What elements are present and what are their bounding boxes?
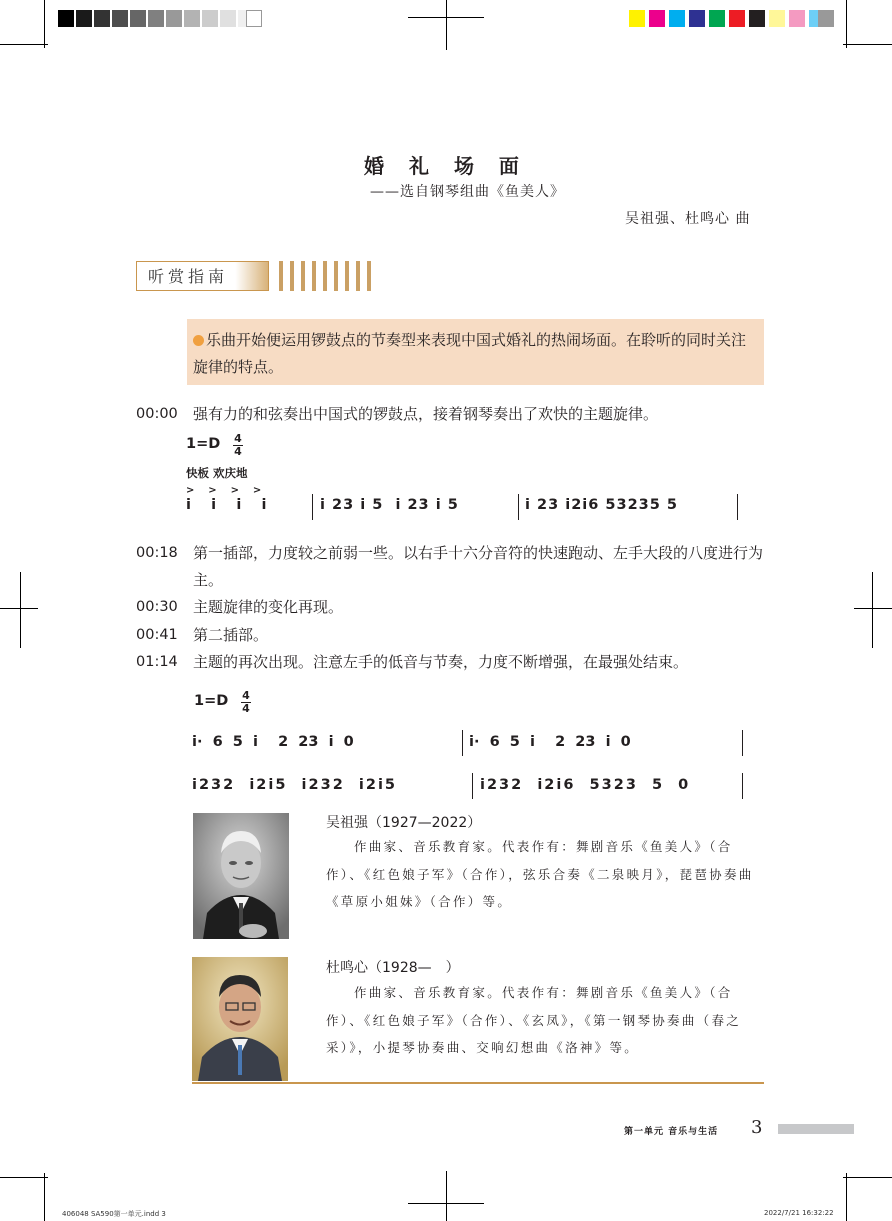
barline xyxy=(742,773,743,799)
piece-title: 婚 礼 场 面 xyxy=(364,154,528,178)
timeline-time: 01:14 xyxy=(136,654,178,670)
print-slug-file: 406048 SA590第一单元.indd 3 xyxy=(62,1210,166,1218)
timeline-text: 主题的再次出现。注意左手的低音与节奏，力度不断增强，在最强处结束。 xyxy=(193,653,689,671)
listening-guide-text xyxy=(193,327,759,381)
footer-unit-label: 第一单元 音乐与生活 xyxy=(624,1127,719,1137)
timeline-time: 00:00 xyxy=(136,406,178,422)
score2-meter xyxy=(241,691,251,714)
barline xyxy=(472,773,473,799)
score2-measure: i232 i2i6 5323 5 0 xyxy=(480,777,691,793)
meter-top: 4 xyxy=(234,432,242,445)
barline xyxy=(462,730,463,756)
bullet-dot-icon xyxy=(193,335,204,346)
print-slug-date: 2022/7/21 16:32:22 xyxy=(764,1209,834,1217)
guide-sentence: 乐曲开始便运用锣鼓点的节奏型来表现中国式婚礼的热闹场面。在聆听的同时关注旋律的特点。 xyxy=(193,331,747,376)
score2-measure: i· 6 5 i 2 23 i 0 xyxy=(469,734,631,750)
score1-accents: > > > > xyxy=(186,485,262,496)
composer-credit: 吴祖强、杜鸣心 曲 xyxy=(625,211,751,227)
timeline-text: 第一插部，力度较之前弱一些。以右手十六分音符的快速跑动、左手大段的八度进行为主。 xyxy=(193,544,764,589)
barline xyxy=(737,494,738,520)
timeline-text: 第二插部。 xyxy=(193,626,269,644)
portrait-wu-zuqiang xyxy=(193,813,289,939)
score1-measure: i 23 i2i6 53235 5 xyxy=(525,497,678,513)
bio-text: 作曲家、音乐教育家。代表作有：舞剧音乐《鱼美人》（合作）、《红色娘子军》（合作）、《玄凤》，《第一钢琴协奏曲（春之采）》，小提琴协奏曲、交响幻想曲《洛神》等。 xyxy=(326,985,742,1055)
barline xyxy=(518,494,519,520)
piece-subtitle: ——选自钢琴组曲《鱼美人》 xyxy=(370,184,565,200)
page-number: 3 xyxy=(751,1117,763,1138)
timeline-time: 00:41 xyxy=(136,627,178,643)
score1-key: 1=D xyxy=(186,436,221,452)
barline xyxy=(312,494,313,520)
score1-measure: i 23 i 5 i 23 i 5 xyxy=(320,497,459,513)
score2-measure: i· 6 5 i 2 23 i 0 xyxy=(192,734,354,750)
meter-top: 4 xyxy=(242,689,250,702)
timeline-time: 00:30 xyxy=(136,599,178,615)
bio-name: 杜鸣心（1928— ） xyxy=(326,960,460,976)
bio-name: 吴祖强（1927—2022） xyxy=(326,815,482,831)
page-number-bar xyxy=(778,1124,854,1134)
bio-text: 作曲家、音乐教育家。代表作有：舞剧音乐《鱼美人》（合作）、《红色娘子军》（合作），弦乐合奏《二泉映月》，琵琶协奏曲《草原小姐妹》（合作）等。 xyxy=(326,839,754,909)
meter-bottom: 4 xyxy=(234,445,242,458)
score2-measure: i232 i2i5 i232 i2i5 xyxy=(192,777,398,793)
timeline-text: 主题旋律的变化再现。 xyxy=(193,598,344,616)
score1-opening: i i i i xyxy=(186,497,267,513)
meter-bottom: 4 xyxy=(242,702,250,715)
section-header-label: 听赏指南 xyxy=(148,267,229,286)
bio-bottom-rule xyxy=(192,1082,764,1084)
timeline-text: 强有力的和弦奏出中国式的锣鼓点，接着钢琴奏出了欢快的主题旋律。 xyxy=(193,405,659,423)
barline xyxy=(742,730,743,756)
score1-meter xyxy=(233,434,243,457)
portrait-du-mingxin xyxy=(192,957,288,1081)
score1-tempo: 快板 欢庆地 xyxy=(186,466,248,480)
timeline-time: 00:18 xyxy=(136,545,178,561)
score2-key: 1=D xyxy=(194,693,229,709)
